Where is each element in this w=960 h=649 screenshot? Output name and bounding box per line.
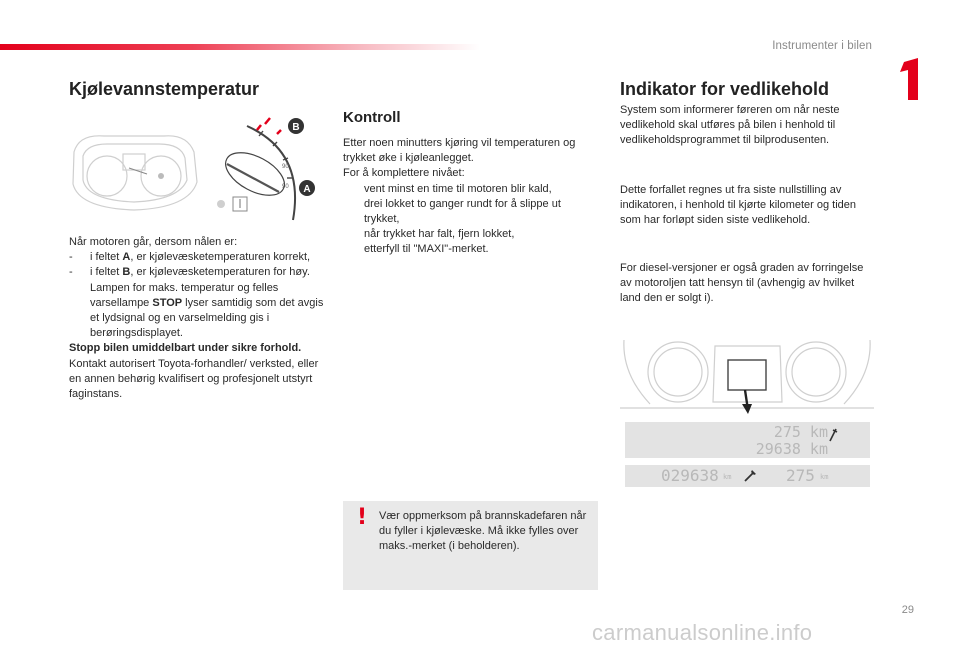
check-body [343, 136, 593, 258]
step-item: etterfyll til "MAXI"-merket. [364, 243, 489, 256]
watermark: carmanualsonline.info [592, 620, 813, 645]
step-item: vent minst en time til motoren blir kald, [364, 182, 552, 195]
odometer-value: 029638 [661, 466, 719, 485]
page-number: 29 [901, 604, 914, 616]
odometer-unit: km [723, 473, 732, 481]
maintenance-display-2 [625, 465, 870, 487]
service-value: 275 [786, 466, 815, 485]
needle-zone-b-item: - i feltet B, er kjølevæsketemperaturen for høy. Lampen for maks. temperatur og felles varsellampe STOP lyser samtidig som det avgis et lydsignal og en varselmelding gis i berøringsdisplayet. [69, 266, 324, 340]
check-intro: Etter noen minutters kjøring vil temperaturen og trykket øke i kjøleanlegget. [343, 137, 576, 165]
maintenance-p2: Dette forfallet regnes ut fra siste nullstilling av indikatoren, i henhold til kjørte kilometer og tiden som har forløpt siden siste vedlikehold. [620, 184, 857, 227]
stop-vehicle-text: Stopp bilen umiddelbart under sikre forhold. [69, 342, 302, 355]
svg-text:90: 90 [282, 184, 289, 190]
coolant-body [69, 235, 327, 402]
coolant-temperature-title: Kjølevannstemperatur [69, 79, 260, 99]
maintenance-p3: For diesel-versjoner er også graden av forringelse av motoroljen tatt hensyn til (avhengig av hvilket land den er solgt i). [620, 262, 864, 305]
svg-text:A: A [303, 184, 311, 195]
burn-warning-box [343, 501, 598, 590]
coolant-intro: Når motoren går, dersom nålen er: [69, 236, 238, 248]
service-distance-readout: 275 km [773, 423, 828, 441]
odometer-readout: 29638 km [755, 440, 828, 458]
maintenance-display-1 [625, 422, 870, 458]
contact-dealer-text: Kontakt autorisert Toyota-forhandler/ verksted, eller en annen behørig kvalifisert og profesjonelt utstyrt faginstans. [69, 357, 319, 401]
step-item: når trykket har falt, fjern lokket, [364, 228, 515, 241]
wrench-icon [743, 469, 757, 483]
header-accent-bar [0, 44, 480, 50]
step-item: drei lokket to ganger rundt for å slippe ut trykket, [364, 197, 561, 226]
check-title: Kontroll [343, 109, 401, 126]
burn-warning-text: Vær oppmerksom på brannskadefaren når du fyller i kjølevæske. Må ikke fylles over maks.-merket (i beholderen). [379, 510, 587, 553]
warning-exclamation-icon: ! [357, 505, 368, 530]
top-up-heading: For å komplettere nivået: [343, 167, 465, 180]
maintenance-indicator-title: Indikator for vedlikehold [620, 79, 830, 99]
svg-text:90: 90 [282, 164, 289, 170]
wrench-icon [828, 428, 838, 442]
service-unit: km [820, 473, 829, 481]
needle-zone-a-item: - i feltet A, er kjølevæsketemperaturen korrekt, [69, 251, 311, 264]
section-label: Instrumenter i bilen [772, 40, 872, 52]
maintenance-p1: System som informerer føreren om når neste vedlikehold skal utføres på bilen i henhold til vedlikeholdsprogrammet til bilprodusenten. [620, 104, 840, 147]
coolant-gauge-illustration [69, 112, 319, 224]
svg-text:B: B [292, 122, 300, 133]
chapter-number [898, 58, 922, 100]
instrument-cluster-illustration [620, 334, 874, 414]
